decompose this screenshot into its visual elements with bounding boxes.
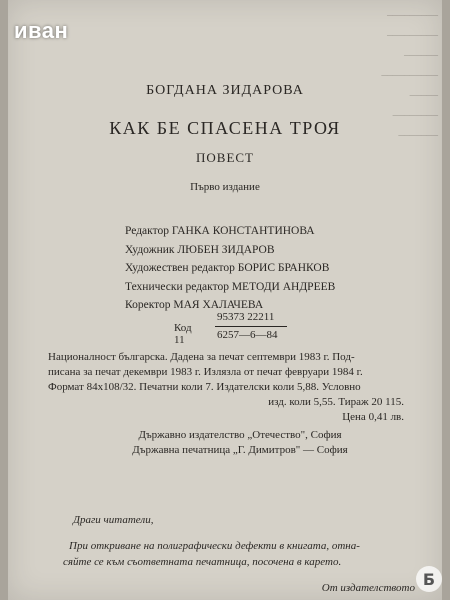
book-title: КАК БЕ СПАСЕНА ТРОЯ xyxy=(109,118,341,138)
code-label: Код 11 xyxy=(174,322,192,346)
publisher-block xyxy=(8,428,442,458)
publication-line: изд. коли 5,55. Тираж 20 115. xyxy=(268,396,404,408)
code-fraction-line xyxy=(215,326,287,327)
site-logo-icon: Б xyxy=(416,566,442,592)
price: Цена 0,41 лв. xyxy=(342,411,404,423)
publication-line: Националност българска. Дадена за печат септември 1983 г. Под- xyxy=(48,351,355,363)
bleed-through-text: ───────── ───────── ────── ────────── ───── ──────── ─────── xyxy=(381,11,438,140)
edition-label: Първо издание xyxy=(190,181,260,193)
publication-details xyxy=(48,350,424,425)
credit-technical-editor: Технически редактор МЕТОДИ АНДРЕЕВ xyxy=(125,280,336,293)
book-genre: ПОВЕСТ xyxy=(196,150,254,165)
credit-illustrator: Художник ЛЮБЕН ЗИДАРОВ xyxy=(125,243,275,256)
credit-proofreader: Коректор МАЯ ХАЛАЧЕВА xyxy=(125,299,264,311)
note-line: При откриване на полиграфически дефекти в книгата, отна- xyxy=(69,540,360,552)
watermark-text: иван xyxy=(14,18,69,43)
note-signature: От издателството xyxy=(321,582,415,594)
publication-line: писана за печат декември 1983 г. Излязла от печат февруари 1984 г. xyxy=(48,366,363,378)
publication-line: Формат 84x108/32. Печатни коли 7. Издателски коли 5,88. Условно xyxy=(48,381,361,393)
publisher-name: Държавно издателство „Отечество", София xyxy=(138,429,342,441)
credit-editor: Редактор ГАНКА КОНСТАНТИНОВА xyxy=(125,225,315,237)
printing-house: Държавна печатница „Г. Димитров" — София xyxy=(132,444,348,456)
note-line: сяйте се към съответната печатница, посочена в карето. xyxy=(63,556,342,568)
credit-art-editor: Художествен редактор БОРИС БРАНКОВ xyxy=(125,262,330,274)
credits-block xyxy=(125,222,335,315)
book-page xyxy=(8,0,442,600)
code-numerator: 95373 22211 xyxy=(217,311,275,323)
author-name: БОГДАНА ЗИДАРОВА xyxy=(146,83,304,98)
reader-note xyxy=(63,512,423,596)
code-denominator: 6257—6—84 xyxy=(217,329,278,341)
note-greeting: Драги читатели, xyxy=(73,514,154,526)
